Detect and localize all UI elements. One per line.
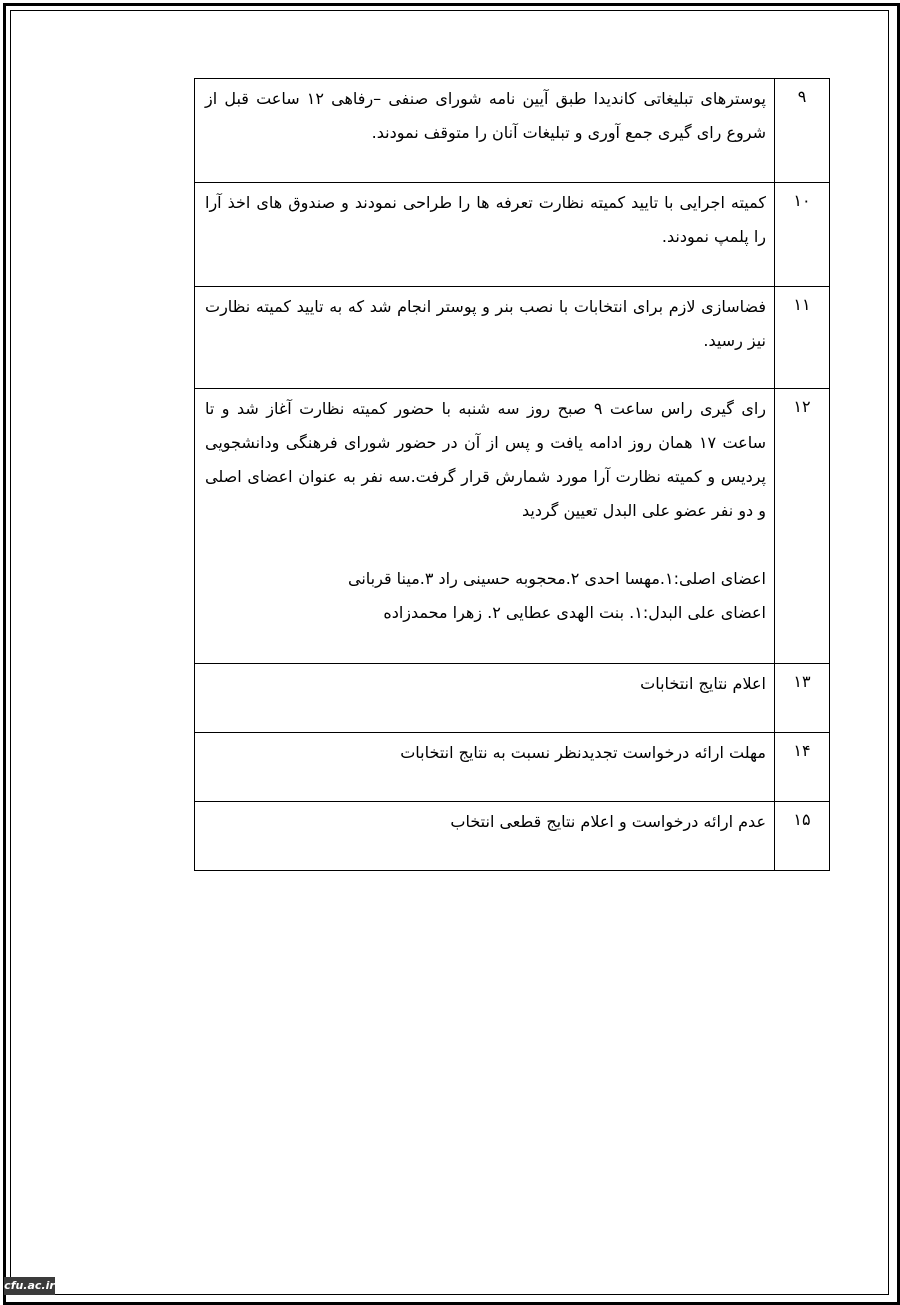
row-text [195, 802, 775, 871]
members-list [205, 562, 766, 630]
row-text [195, 287, 775, 389]
row-number: ۱۴ [775, 733, 830, 802]
table-row [195, 183, 830, 287]
row-text-content: اعلام نتایج انتخابات [640, 674, 766, 693]
row-number: ۱۲ [775, 389, 830, 664]
row-text [195, 79, 775, 183]
row-text-content: پوسترهای تبلیغاتی کاندیدا طبق آیین نامه شورای صنفی –رفاهی ۱۲ ساعت قبل از شروع رای گیری جمع آوری و تبلیغات آنان را متوقف نمودند. [205, 89, 767, 142]
table-row [195, 664, 830, 733]
row-text-content: کمیته اجرایی با تایید کمیته نظارت تعرفه ها را طراحی نمودند و صندوق های اخذ آرا را پلمپ نمودند. [205, 193, 766, 246]
table-row [195, 733, 830, 802]
row-text [195, 389, 775, 664]
alternate-members: اعضای علی البدل:۱. بنت الهدی عطایی ۲. زهرا محمدزاده [383, 603, 766, 622]
table-row [195, 79, 830, 183]
row-number: ۱۱ [775, 287, 830, 389]
row-number: ۱۳ [775, 664, 830, 733]
row-text [195, 733, 775, 802]
row-text [195, 664, 775, 733]
table-row [195, 389, 830, 664]
row-number: ۱۵ [775, 802, 830, 871]
row-number: ۱۰ [775, 183, 830, 287]
main-members: اعضای اصلی:۱.مهسا احدی ۲.محجوبه حسینی راد ۳.مینا قربانی [348, 569, 766, 588]
site-watermark: cfu.ac.ir [4, 1277, 55, 1295]
table-row [195, 802, 830, 871]
election-steps-table [194, 78, 830, 871]
row-number: ۹ [775, 79, 830, 183]
row-text-content: عدم ارائه درخواست و اعلام نتایج قطعی انتخاب [450, 812, 766, 831]
row-text [195, 183, 775, 287]
row-text-content: فضاسازی لازم برای انتخابات با نصب بنر و پوستر انجام شد که به تایید کمیته نظارت نیز رسید. [205, 297, 766, 350]
row-text-content: رای گیری راس ساعت ۹ صبح روز سه شنبه با حضور کمیته نظارت آغاز شد و تا ساعت ۱۷ همان روز ادامه یافت و پس از آن در حضور شورای فرهنگی ودانشجویی پردیس و کمیته نظارت آرا مورد شمارش قرار گرفت.سه نفر به عنوان اعضای اصلی و دو نفر عضو علی البدل تعیین گردید [205, 399, 767, 520]
table-row [195, 287, 830, 389]
row-text-content: مهلت ارائه درخواست تجدیدنظر نسبت به نتایج انتخابات [400, 743, 766, 762]
